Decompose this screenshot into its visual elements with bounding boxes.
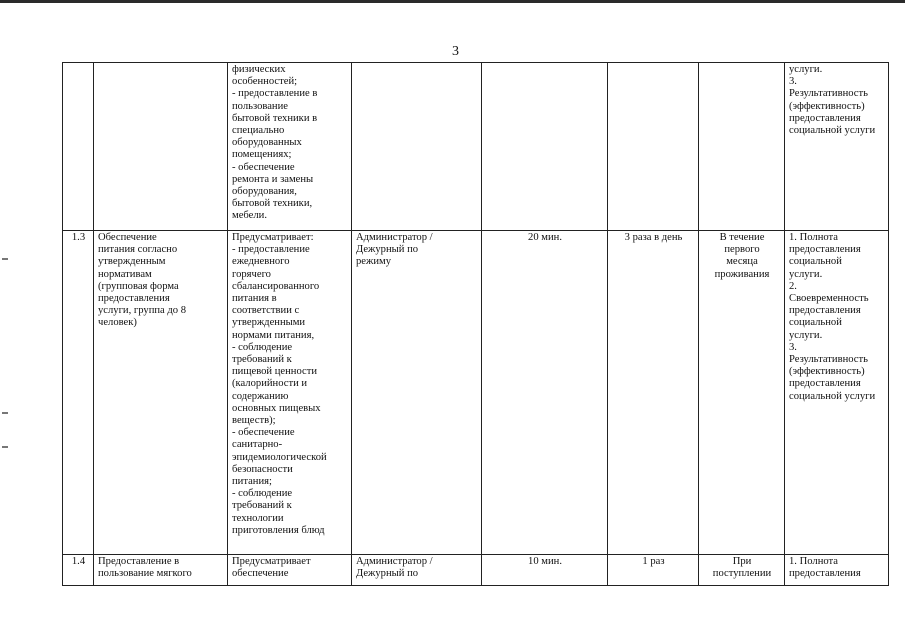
service-frequency: 1 раз xyxy=(608,555,699,586)
table-row xyxy=(63,63,889,231)
row-number: 1.3 xyxy=(63,231,94,555)
quality-indicators: 1. Полнота предоставления социальной услуги. 2. Своевременность предоставления социальной услуги. 3. Результативность (эффективность) предоставления социальной услуги xyxy=(785,231,889,555)
service-name xyxy=(94,63,228,231)
service-description: Предусматривает обеспечение xyxy=(228,555,352,586)
service-term xyxy=(699,63,785,231)
service-term: В течение первого месяца проживания xyxy=(699,231,785,555)
responsible-person xyxy=(352,63,482,231)
scan-edge-mark xyxy=(2,412,8,414)
table-row xyxy=(63,231,889,555)
quality-indicators: услуги. 3. Результативность (эффективность) предоставления социальной услуги xyxy=(785,63,889,231)
row-number: 1.4 xyxy=(63,555,94,586)
scan-top-edge xyxy=(0,0,905,3)
service-term: При поступлении xyxy=(699,555,785,586)
service-name: Предоставление в пользование мягкого xyxy=(94,555,228,586)
services-table xyxy=(62,62,889,586)
service-description: физических особенностей; - предоставление в пользование бытовой техники в специально оборудованных помещениях; - обеспечение ремонта и замены оборудования, бытовой техники, мебели. xyxy=(228,63,352,231)
quality-indicators: 1. Полнота предоставления xyxy=(785,555,889,586)
scan-edge-mark xyxy=(2,446,8,448)
service-frequency: 3 раза в день xyxy=(608,231,699,555)
table-row xyxy=(63,555,889,586)
service-frequency xyxy=(608,63,699,231)
scan-edge-mark xyxy=(2,258,8,260)
service-name: Обеспечение питания согласно утвержденным нормативам (групповая форма предоставления услуги, группа до 8 человек) xyxy=(94,231,228,555)
service-duration: 10 мин. xyxy=(482,555,608,586)
page-number: 3 xyxy=(452,44,459,59)
service-description: Предусматривает: - предоставление ежедневного горячего сбалансированного питания в соответствии с утвержденными нормами питания, - соблюдение требований к пищевой ценности (калорийности и содержанию основных пищевых веществ); - обеспечение санитарно- эпидемиологической безопасности питания; - соблюдение требований к технологии приготовления блюд xyxy=(228,231,352,555)
row-number xyxy=(63,63,94,231)
responsible-person: Администратор / Дежурный по режиму xyxy=(352,231,482,555)
responsible-person: Администратор / Дежурный по xyxy=(352,555,482,586)
service-duration xyxy=(482,63,608,231)
service-duration: 20 мин. xyxy=(482,231,608,555)
